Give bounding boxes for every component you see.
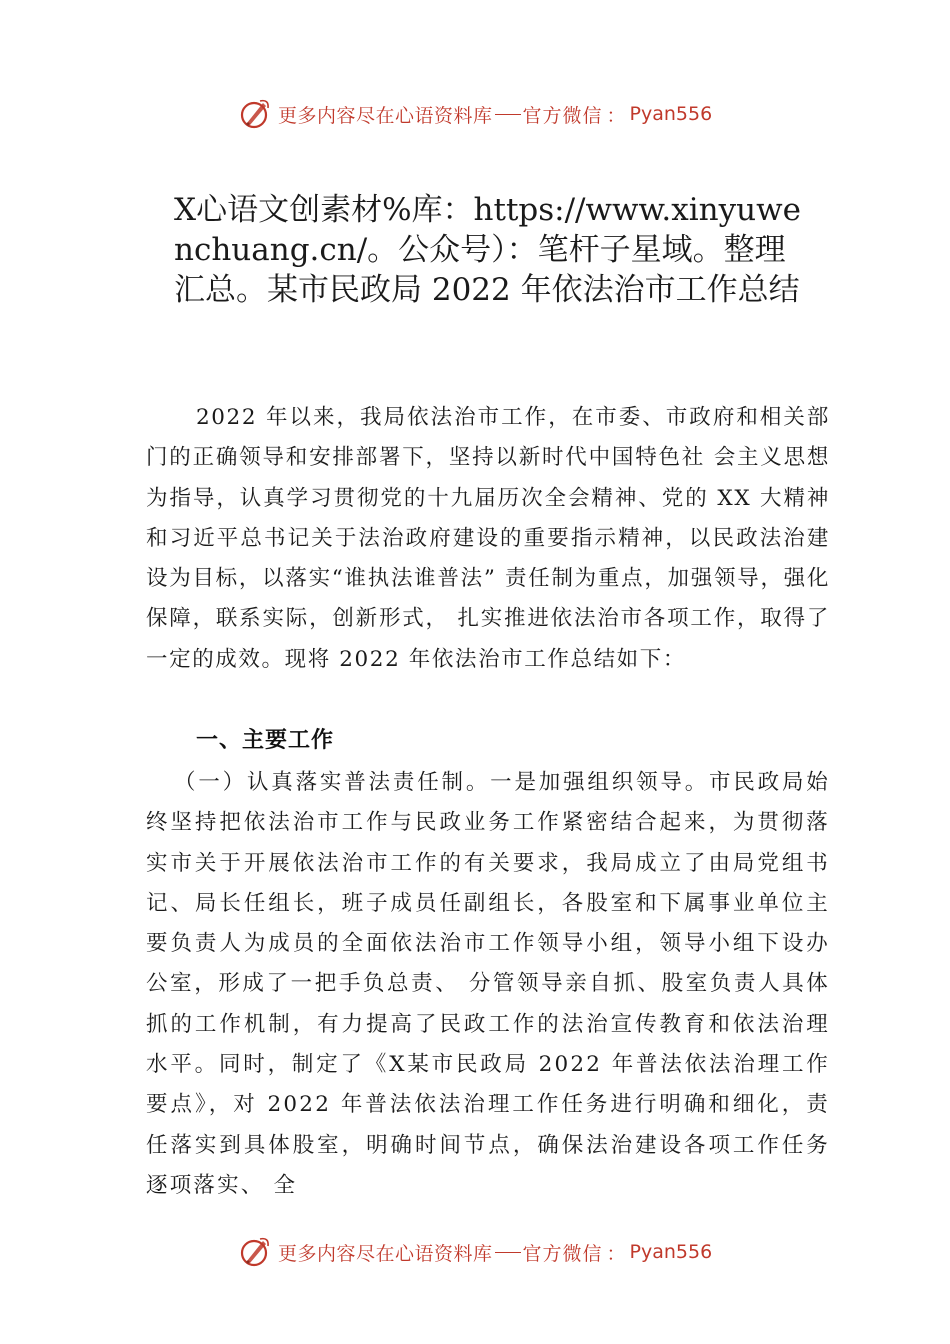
quill-pen-logo-icon: [238, 97, 272, 131]
banner-wechat-label: 官方微信: [522, 104, 603, 127]
header-banner: [238, 94, 758, 134]
quill-pen-logo-icon: [238, 1235, 272, 1269]
section-paragraph: （一）认真落实普法责任制。一是加强组织领导。市民政局始终坚持把依法治市工作与民政业务工作紧密结合起来，为贯彻落实市关于开展依法治市工作的有关要求，我局成立了由局党组书记、局长任组长，班子成员任副组长，各股室和下属事业单位主要负责人为成员的全面依法治市工作领导小组，领导小组下设办公室，形成了一把手负总责、 分管领导亲自抓、股室负责人具体抓的工作机制，有力提高了民政工作的法治宣传教育和依法治理水平。同时，制定了《X某市民政局 2022 年普法依法治理工作要点》，对 2022 年普法依法治理工作任务进行明确和细化，责任落实到具体股室，明确时间节点，确保法治建设各项工作任务逐项落实、 全: [146, 770, 830, 1198]
banner-wechat-label: 官方微信: [522, 1242, 603, 1265]
banner-colon: ：: [606, 104, 626, 127]
banner-wechat-handle: Pyan556: [629, 1241, 713, 1263]
banner-dash: [495, 1252, 521, 1253]
banner-colon: ：: [606, 1242, 626, 1265]
intro-paragraph: 2022 年以来，我局依法治市工作，在市委、市政府和相关部门的正确领导和安排部署下，坚持以新时代中国特色社 会主义思想为指导，认真学习贯彻党的十九届历次全会精神、党的 XX 大精神和习近平总书记关于法治政府建设的重要指示精神，以民政法治建设为目标，以落实“谁执法谁普法” 责任制为重点，加强领导，强化保障，联系实际，创新形式， 扎实推进依法治市各项工作，取得了一定的成效。现将 2022 年依法治市工作总结如下：: [146, 405, 830, 672]
document-title: X心语文创素材%库：https://www.xinyuwenchuang.cn/。公众号）：笔杆子星域。整理汇总。某市民政局 2022 年依法治市工作总结: [174, 192, 801, 308]
banner-wechat-handle: Pyan556: [629, 103, 713, 125]
banner-brand-text: 更多内容尽在心语资料库: [278, 104, 493, 127]
footer-banner: [238, 1232, 758, 1272]
banner-brand-text: 更多内容尽在心语资料库: [278, 1242, 493, 1265]
section-heading: 一、主要工作: [196, 728, 335, 753]
banner-dash: [495, 114, 521, 115]
